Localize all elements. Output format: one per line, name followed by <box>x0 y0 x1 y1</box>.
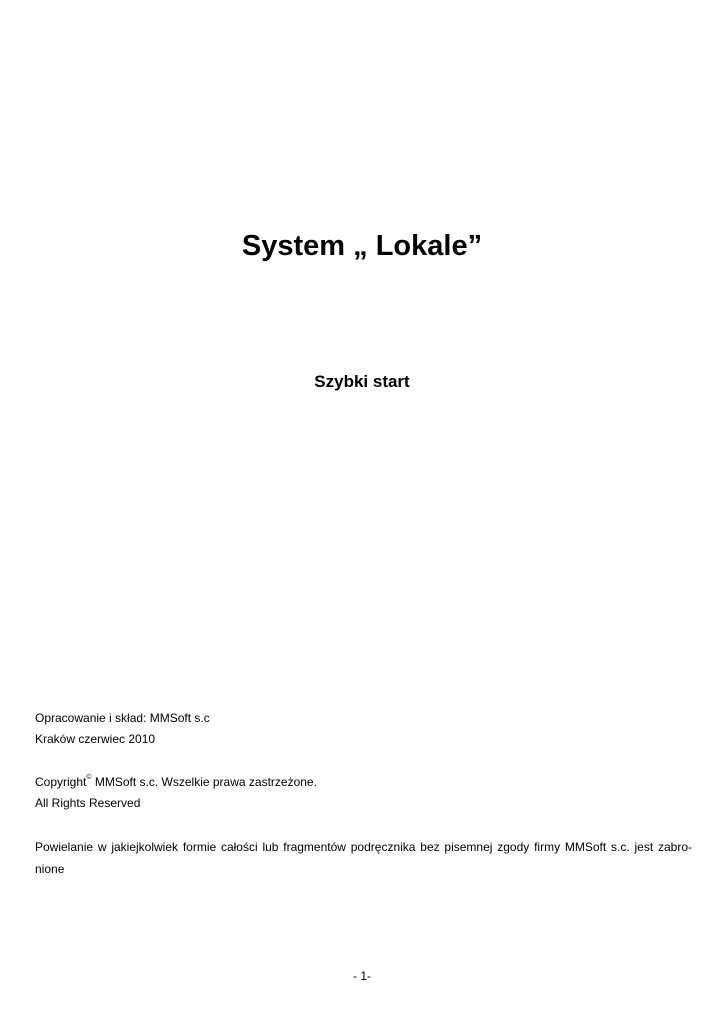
notice-word: podręcznika <box>350 840 416 854</box>
notice-word: zabro- <box>657 840 692 854</box>
notice-word: zgody <box>497 840 530 854</box>
notice-word: jest <box>634 840 654 854</box>
copyright-word: Copyright <box>35 775 87 789</box>
notice-word: pisemnej <box>444 840 493 854</box>
page-number: - 1- <box>353 969 371 983</box>
notice-word: fragmentów <box>283 840 346 854</box>
copyright-line <box>35 774 317 790</box>
copyright-text: MMSoft s.c. Wszelkie prawa zastrzeżone. <box>91 775 317 789</box>
document-title: System „ Lokale” <box>241 230 483 262</box>
notice-word: s.c. <box>611 840 630 854</box>
notice-word: firmy <box>534 840 561 854</box>
notice-word: bez <box>420 840 440 854</box>
all-rights-reserved-line: All Rights Reserved <box>35 796 141 810</box>
reproduction-notice <box>35 836 692 880</box>
copyright-symbol: © <box>86 774 92 781</box>
notice-line-1 <box>35 836 692 858</box>
notice-word: całości <box>220 840 258 854</box>
notice-word: lub <box>262 840 279 854</box>
notice-word: formie <box>182 840 217 854</box>
notice-word: jakiejkolwiek <box>111 840 179 854</box>
notice-word: MMSoft <box>564 840 607 854</box>
notice-line-2: nione <box>35 862 65 876</box>
place-date-line: Kraków czerwiec 2010 <box>35 732 156 746</box>
document-subtitle: Szybki start <box>314 372 410 391</box>
prepared-by-line: Opracowanie i skład: MMSoft s.c <box>35 711 210 725</box>
notice-word: w <box>97 840 107 854</box>
notice-word: Powielanie <box>35 840 94 854</box>
